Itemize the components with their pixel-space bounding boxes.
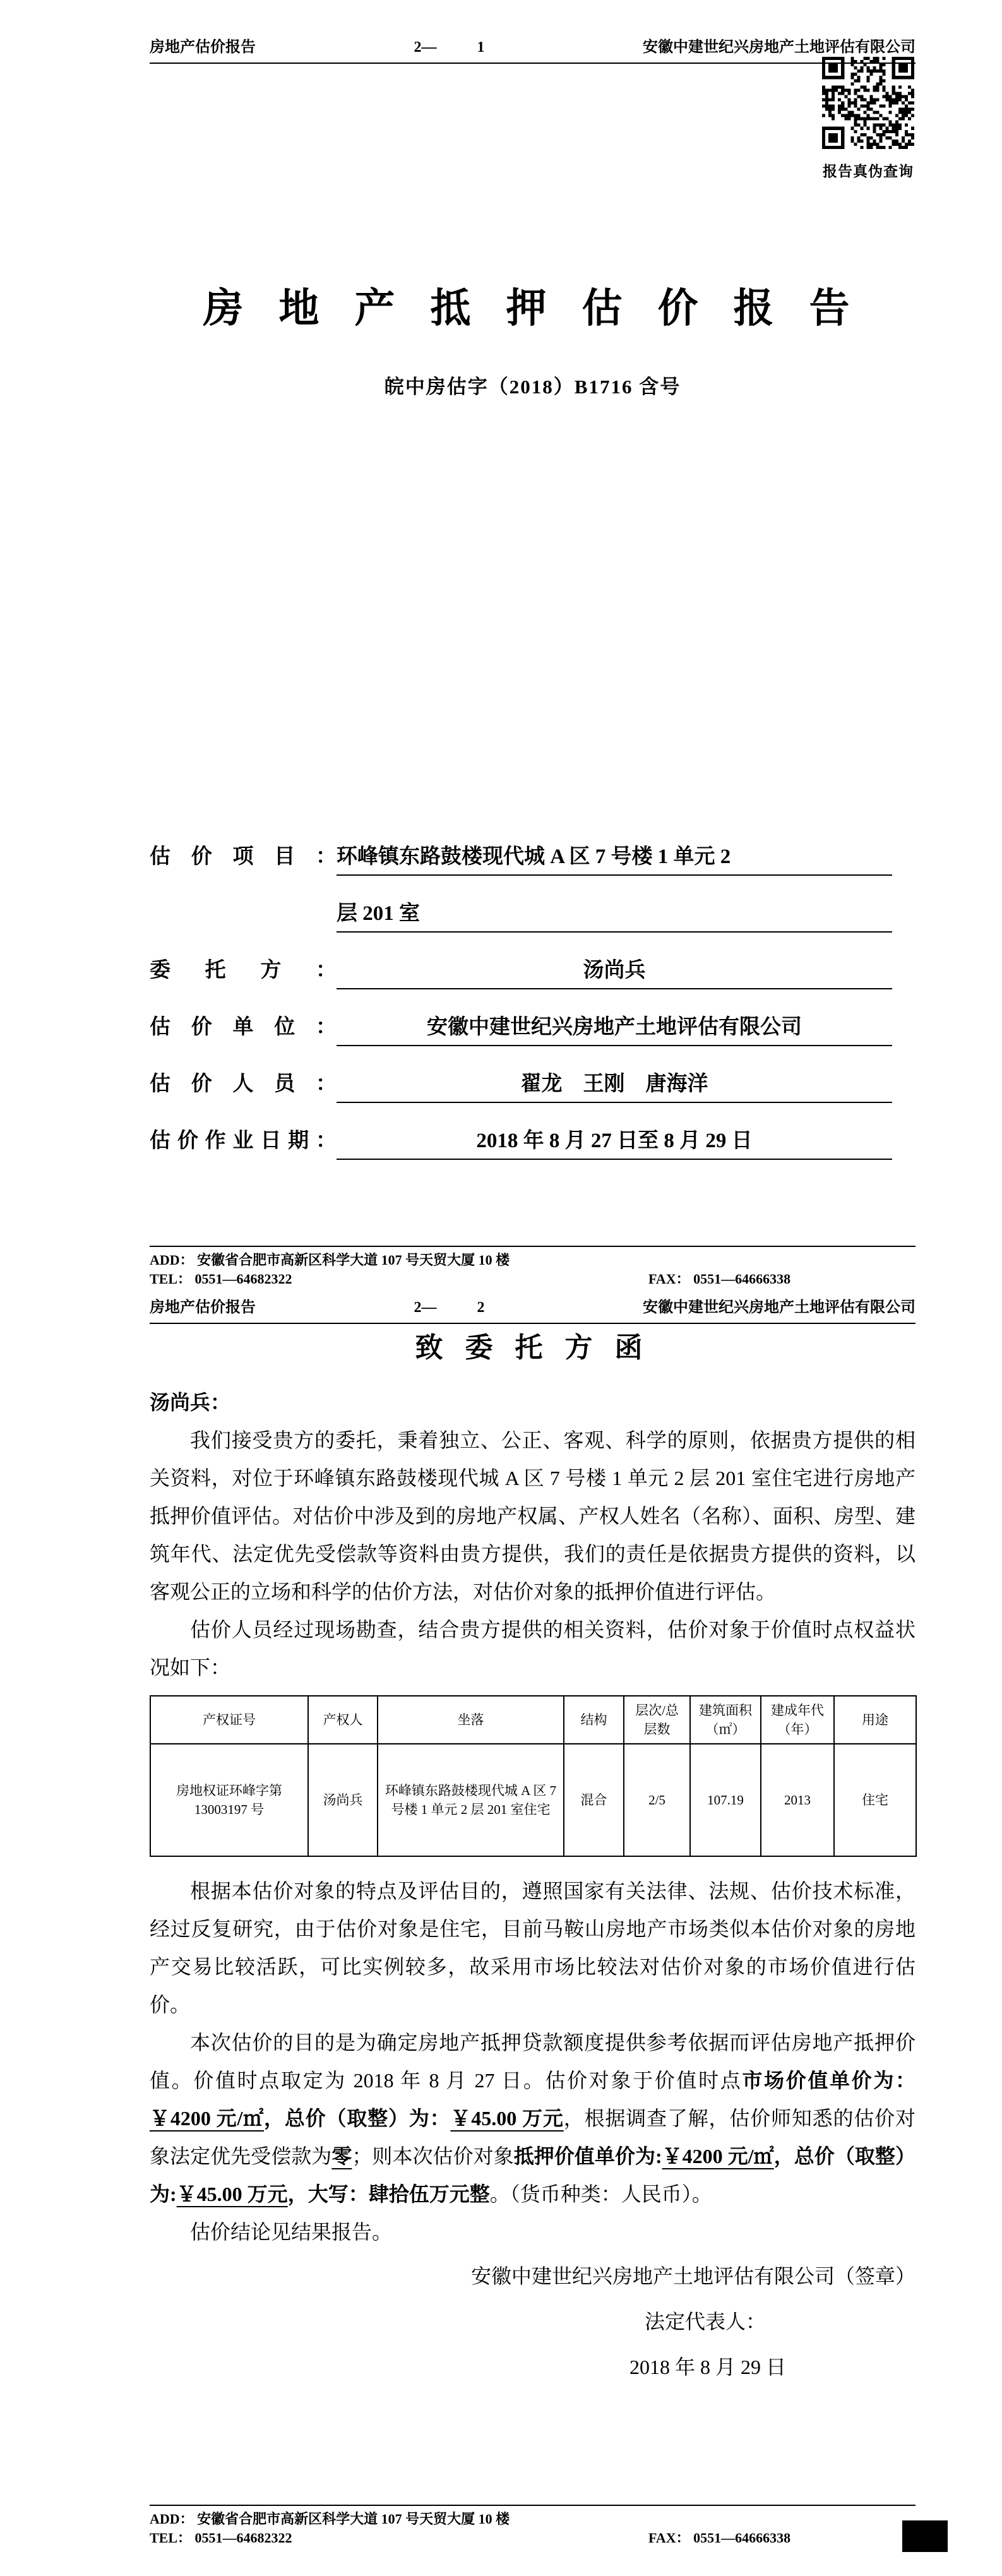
cell-floor: 2/5: [624, 1744, 690, 1856]
cell-area: 107.19: [690, 1744, 761, 1856]
col-area: 建筑面积（㎡）: [690, 1696, 761, 1744]
page2-header: [150, 1298, 916, 1324]
footer-fax: FAX： 0551—64666338: [648, 1271, 791, 1287]
staff-field: [150, 1070, 916, 1103]
salutation: 汤尚兵：: [150, 1391, 231, 1414]
footer-address: ADD： 安徽省合肥市高新区科学大道 107 号天贸大厦 10 楼: [150, 1252, 510, 1268]
col-structure: 结构: [564, 1696, 624, 1744]
legal-representative-label: 法定代表人：: [644, 2310, 766, 2333]
table-header-row: [150, 1696, 916, 1744]
date-field: [150, 1127, 916, 1160]
page-prefix: 2—: [414, 1299, 437, 1316]
col-location: 坐落: [378, 1696, 564, 1744]
col-cert-no: 产权证号: [150, 1696, 308, 1744]
page-2: [150, 1288, 916, 2576]
paragraph-3: 根据本估价对象的特点及评估目的，遵照国家有关法律、法规、估价技术标准，经过反复研究，由于估价对象是住宅，目前马鞍山房地产市场类似本估价对象的房地产交易比较活跃，可比实例较多，故采用市场比较法对估价对象的市场价值进行估价。: [150, 1880, 916, 2016]
date-value: 2018 年 8 月 27 日至 8 月 29 日: [337, 1127, 892, 1160]
paragraph-4: 本次估价的目的是为确定房地产抵押贷款额度提供参考依据而评估房地产抵押价值。价值时点取定为 2018 年 8 月 27 日。估价对象于价值时点市场价值单价为：￥4200 元/㎡，总价（取整）为：￥45.00 万元，根据调查了解，估价师知悉的估价对象法定优先受偿款为零；则本次估价对象抵押价值单价为:￥4200 元/㎡，总价（取整）为:￥45.00 万元，大写：肆拾伍万元整。（货币种类：人民币）。: [150, 2031, 916, 2205]
project-value-line2: 层 201 室: [337, 900, 892, 933]
agency-value: 安徽中建世纪兴房地产土地评估有限公司: [337, 1013, 892, 1046]
agency-label: 估价单位：: [150, 1016, 337, 1039]
signature-date: 2018 年 8 月 29 日: [629, 2356, 786, 2378]
cell-structure: 混合: [564, 1744, 624, 1856]
report-number: 皖中房估字（2018）B1716 含号: [384, 376, 681, 398]
staff-value: 翟龙 王刚 唐海洋: [337, 1070, 892, 1103]
client-label: 委托方：: [150, 959, 337, 982]
footer-address: ADD： 安徽省合肥市高新区科学大道 107 号天贸大厦 10 楼: [150, 2511, 510, 2527]
page1-footer: [150, 1246, 916, 1289]
footer-black-mark: [902, 2520, 948, 2552]
header-company-name: 安徽中建世纪兴房地产土地评估有限公司: [643, 39, 916, 56]
qr-code-icon: [819, 54, 917, 152]
project-field: [150, 843, 916, 876]
cover-fields: [150, 843, 916, 1160]
col-floor: 层次/总层数: [624, 1696, 690, 1744]
header-doc-title: 房地产估价报告: [150, 39, 256, 56]
header-page-number: [414, 38, 485, 57]
project-value-line1: 环峰镇东路鼓楼现代城 A 区 7 号楼 1 单元 2: [337, 843, 892, 876]
cell-year: 2013: [761, 1744, 834, 1856]
page2-footer: [150, 2505, 916, 2548]
cell-use: 住宅: [834, 1744, 916, 1856]
page1-header: [150, 38, 916, 64]
report-title: 房 地 产 抵 押 估 价 报 告: [203, 286, 862, 331]
col-year: 建成年代（年）: [761, 1696, 834, 1744]
project-label: 估价项目：: [150, 845, 337, 868]
header-doc-title: 房地产估价报告: [150, 1299, 256, 1316]
page-number: 2: [477, 1299, 485, 1316]
col-use: 用途: [834, 1696, 916, 1744]
footer-tel: TEL： 0551—64682322: [150, 1271, 292, 1287]
qr-caption: 报告真伪查询: [823, 164, 914, 179]
date-label: 估价作业日期：: [150, 1130, 337, 1152]
letter-title: 致 委 托 方 函: [415, 1332, 650, 1363]
staff-label: 估价人员：: [150, 1073, 337, 1095]
page-prefix: 2—: [414, 39, 437, 56]
col-owner: 产权人: [308, 1696, 378, 1744]
table-row: [150, 1744, 916, 1856]
project-field-line2: [150, 900, 916, 933]
footer-tel: TEL： 0551—64682322: [150, 2530, 292, 2546]
header-company-name: 安徽中建世纪兴房地产土地评估有限公司: [643, 1299, 916, 1316]
qr-block: [819, 54, 917, 181]
rights-status-table: [150, 1695, 917, 1857]
client-value: 汤尚兵: [337, 957, 892, 989]
paragraph-2: 估价人员经过现场勘查，结合贵方提供的相关资料，估价对象于价值时点权益状况如下：: [150, 1618, 916, 1679]
paragraph-1: 我们接受贵方的委托，秉着独立、公正、客观、科学的原则，依据贵方提供的相关资料，对位于环峰镇东路鼓楼现代城 A 区 7 号楼 1 单元 2 层 201 室住宅进行房地产抵押价值评估。对估价中涉及到的房地产权属、产权人姓名（名称）、面积、房型、建筑年代、法定优先受偿款等资料由贵方提供，我们的责任是依据贵方提供的资料，以客观公正的立场和科学的估价方法，对估价对象的抵押价值进行评估。: [150, 1429, 916, 1603]
page-number: 1: [477, 39, 485, 56]
footer-fax: FAX： 0551—64666338: [648, 2530, 791, 2546]
cell-location: 环峰镇东路鼓楼现代城 A 区 7 号楼 1 单元 2 层 201 室住宅: [378, 1744, 564, 1856]
header-page-number: [414, 1298, 485, 1317]
cell-cert-no: 房地权证环峰字第13003197 号: [150, 1744, 308, 1856]
signature-company: 安徽中建世纪兴房地产土地评估有限公司（签章）: [470, 2265, 916, 2287]
cell-owner: 汤尚兵: [308, 1744, 378, 1856]
paragraph-5: 估价结论见结果报告。: [190, 2221, 393, 2243]
page-1: [150, 0, 916, 1288]
agency-field: [150, 1013, 916, 1046]
client-field: [150, 957, 916, 989]
